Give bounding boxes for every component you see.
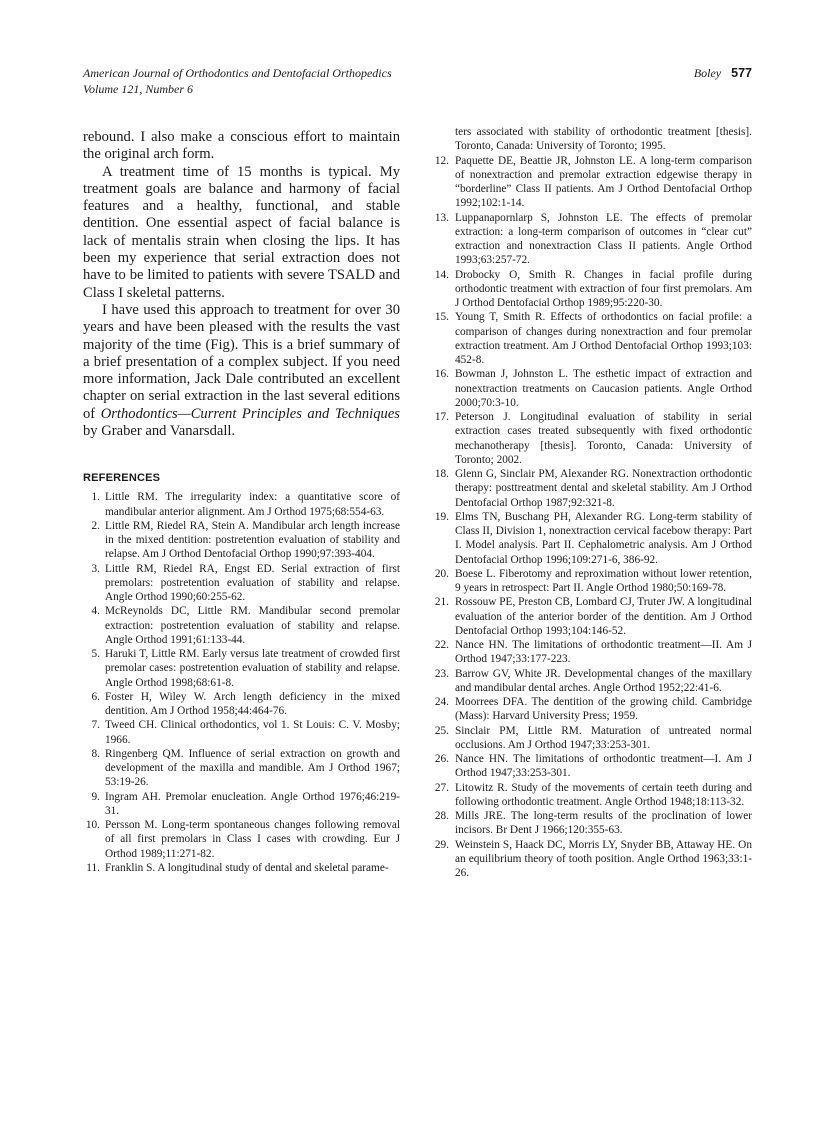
reference-item [83, 861, 400, 875]
reference-item [83, 519, 400, 562]
reference-item [427, 724, 752, 753]
reference-text: Tweed CH. Clinical orthodontics, vol 1. St Louis: C. V. Mosby; 1966. [105, 719, 400, 746]
reference-item [83, 818, 400, 861]
page-header-right [694, 66, 752, 82]
reference-number: 16. [434, 368, 449, 381]
reference-text: Barrow GV, White JR. Developmental changes of the maxillary and mandibular dental arches. Angle Orthod 1952;22:41-6. [455, 667, 752, 694]
reference-item [427, 595, 752, 638]
reference-number: 4. [91, 605, 100, 618]
reference-item [427, 268, 752, 311]
reference-text: Franklin S. A longitudinal study of dental and skeletal parame- [105, 861, 389, 874]
reference-number: 25. [434, 724, 449, 737]
reference-text: Nance HN. The limitations of orthodontic treatment—I. Am J Orthod 1947;33:253-301. [455, 753, 752, 780]
running-header [83, 66, 392, 97]
reference-item [427, 809, 752, 838]
reference-number: 9. [91, 790, 100, 803]
reference-text: Weinstein S, Haack DC, Morris LY, Snyder BB, Attaway HE. On an equilibrium theory of tooth position. Angle Orthod 1963;33:1-26. [455, 838, 752, 879]
reference-item [83, 690, 400, 719]
reference-number: 29. [434, 838, 449, 851]
volume-issue: Volume 121, Number 6 [83, 81, 193, 96]
reference-item [427, 695, 752, 724]
reference-text: Sinclair PM, Little RM. Maturation of untreated normal occlusions. Am J Orthod 1947;33:253-301. [455, 724, 752, 751]
reference-item [427, 467, 752, 510]
reference-item [427, 838, 752, 881]
reference-item [427, 752, 752, 781]
reference-text: Glenn G, Sinclair PM, Alexander RG. Nonextraction orthodontic therapy: posttreatment dental and skeletal stability. Am J Orthod Dentofacial Orthop 1987;92:321-8. [455, 468, 752, 509]
reference-number: 18. [434, 468, 449, 480]
reference-text: Little RM, Riedel RA, Engst ED. Serial extraction of first premolars: postretention evaluation of stability and relapse. Angle Orthod 1990;60:255-62. [105, 562, 400, 604]
reference-item [83, 490, 400, 519]
reference-item [427, 567, 752, 596]
reference-item [83, 718, 400, 747]
reference-item [83, 747, 400, 790]
reference-text: Mills JRE. The long-term results of the proclination of lower incisors. Br Dent J 1966;120:355-63. [455, 810, 752, 837]
reference-text: Boese L. Fiberotomy and reproximation without lower retention, 9 years in retrospect: Part II. Angle Orthod 1980;50:169-78. [455, 567, 752, 594]
reference-item [83, 562, 400, 605]
reference-number: 23. [434, 667, 449, 680]
paragraph [83, 302, 400, 440]
reference-number: 27. [434, 781, 449, 794]
references-heading: REFERENCES [83, 472, 161, 485]
reference-item [83, 647, 400, 690]
reference-number: 10. [85, 819, 100, 832]
reference-number: 12. [434, 154, 449, 167]
reference-text: Litowitz R. Study of the movements of certain teeth during and following orthodontic treatment. Angle Orthod 1948;18:113-32. [455, 781, 752, 808]
reference-text: Luppanapornlarp S, Johnston LE. The effects of premolar extraction: a long-term comparison of outcomes in “clear cut” extraction and nonextraction Class II patients. Angle Orthod 1993;63:257-72. [455, 211, 752, 267]
reference-number: 8. [91, 747, 100, 760]
reference-item [83, 790, 400, 819]
text: I have used this approach to treatment for over 30 years and have been pleased with the results the vast majority of the time (Fig). This is a brief summary of a brief presentation of a complex subject. If you need more information, Jack Dale contributed an excellent chapter on serial extraction in the last several editions of [83, 301, 400, 422]
reference-number: 17. [434, 411, 449, 423]
reference-number: 22. [434, 639, 449, 651]
reference-text: Little RM, Riedel RA, Stein A. Mandibular arch length increase in the mixed dentition: postretention evaluation of stability and relapse. Am J Orthod Dentofacial Orthop 1990;97:393-404. [105, 519, 400, 561]
reference-text: Drobocky O, Smith R. Changes in facial profile during orthodontic treatment with extraction of four first premolars. Am J Orthod Dentofacial Orthop 1989;95:220-30. [455, 268, 752, 309]
journal-title: American Journal of Orthodontics and Dentofacial Orthopedics [83, 66, 392, 80]
author-name: Boley [693, 66, 722, 80]
reference-text: Bowman J, Johnston L. The esthetic impact of extraction and nonextraction treatments on Caucasion patients. Angle Orthod 2000;70:3-10. [455, 368, 752, 409]
reference-text: Paquette DE, Beattie JR, Johnston LE. A long-term comparison of nonextraction and premolar extraction edgewise therapy in “borderline” Class II patients. Am J Orthod Dentofacial Orthop 1992;102:1-14. [455, 154, 752, 210]
body-text [83, 129, 400, 440]
right-column [427, 125, 752, 880]
reference-item [427, 125, 752, 154]
reference-number: 1. [91, 491, 100, 504]
reference-list-left [83, 490, 400, 875]
reference-item [427, 211, 752, 268]
reference-text: Little RM. The irregularity index: a quantitative score of mandibular anterior alignment. Am J Orthod 1975;68:554-63. [105, 491, 400, 518]
paragraph: A treatment time of 15 months is typical. My treatment goals are balance and harmony of facial features and a healthy, functional, and stable dentition. One essential aspect of facial balance is lack of mentalis strain when closing the lips. It has been my experience that serial extraction does not have to be limited to patients with severe TSALD and Class I skeletal patterns. [83, 163, 400, 301]
reference-number: 13. [434, 211, 449, 224]
reference-number: 5. [91, 648, 100, 661]
reference-text: Ringenberg QM. Influence of serial extraction on growth and development of the maxilla and mandible. Am J Orthod 1967; 53:19-26. [105, 747, 400, 789]
reference-item [427, 781, 752, 810]
left-column [83, 129, 400, 875]
text: by Graber and Vanarsdall. [83, 423, 236, 440]
reference-item [427, 638, 752, 667]
reference-item [427, 510, 752, 567]
reference-item [427, 667, 752, 696]
reference-item [427, 310, 752, 367]
reference-item [427, 410, 752, 467]
reference-text: McReynolds DC, Little RM. Mandibular second premolar extraction: postretention evaluation of stability and relapse. Angle Orthod 1991;61:133-44. [105, 605, 400, 646]
reference-number: 26. [434, 753, 449, 765]
reference-number: 7. [91, 719, 100, 732]
reference-number: 11. [86, 861, 100, 874]
reference-text: Young T, Smith R. Effects of orthodontics on facial profile: a comparison of changes during nonextraction and four premolar extraction treatment. Am J Orthod Dentofacial Orthop 1993;103: 452-8. [455, 311, 752, 366]
page-number: 577 [731, 66, 752, 80]
reference-number: 6. [91, 690, 100, 703]
reference-text: Peterson J. Longitudinal evaluation of stability in serial extraction cases treated subsequently with fixed orthodontic mechanotherapy [thesis]. Toronto, Canada: University of Toronto; 2002. [455, 411, 752, 466]
reference-text: ters associated with stability of orthodontic treatment [thesis]. Toronto, Canada: University of Toronto; 1995. [455, 126, 752, 153]
reference-number: 15. [434, 311, 449, 324]
reference-number: 2. [91, 519, 100, 532]
reference-number: 3. [91, 562, 100, 575]
reference-text: Haruki T, Little RM. Early versus late treatment of crowded first premolar cases: postretention evaluation of stability and relapse. Angle Orthod 1998;68:61-8. [105, 648, 400, 689]
reference-text: Elms TN, Buschang PH, Alexander RG. Long-term stability of Class II, Division 1, nonextraction cervical facebow therapy: Part I. Model analysis. Part II. Cephalometric analysis. Am J Orthod Dentofacial Orthop 1996;109:271-6, 386-92. [455, 510, 752, 566]
reference-text: Foster H, Wiley W. Arch length deficiency in the mixed dentition. Am J Orthod 1958;44:464-76. [105, 690, 400, 718]
reference-list-right [427, 125, 752, 880]
reference-text: Moorrees DFA. The dentition of the growing child. Cambridge (Mass): Harvard University Press; 1959. [455, 696, 752, 723]
reference-number: 28. [434, 810, 449, 822]
reference-item [427, 154, 752, 211]
reference-number: 20. [434, 567, 449, 580]
reference-text: Rossouw PE, Preston CB, Lombard CJ, Truter JW. A longitudinal evaluation of the anterior border of the dentition. Am J Orthod Dentofacial Orthop 1993;104:146-52. [455, 596, 752, 637]
reference-text: Persson M. Long-term spontaneous changes following removal of all first premolars in Class I cases with crowding. Eur J Orthod 1989;11:271-82. [105, 819, 400, 860]
reference-text: Nance HN. The limitations of orthodontic treatment—II. Am J Orthod 1947;33:177-223. [455, 639, 752, 666]
reference-item [427, 367, 752, 410]
reference-text: Ingram AH. Premolar enucleation. Angle Orthod 1976;46:219-31. [105, 790, 400, 817]
reference-number: 24. [434, 696, 449, 708]
book-title: Orthodontics—Current Principles and Techniques [100, 405, 400, 422]
reference-number: 19. [434, 510, 449, 523]
paragraph: rebound. I also make a conscious effort to maintain the original arch form. [83, 129, 400, 163]
reference-number: 14. [434, 268, 449, 281]
reference-item [83, 604, 400, 647]
reference-number: 21. [434, 596, 449, 609]
